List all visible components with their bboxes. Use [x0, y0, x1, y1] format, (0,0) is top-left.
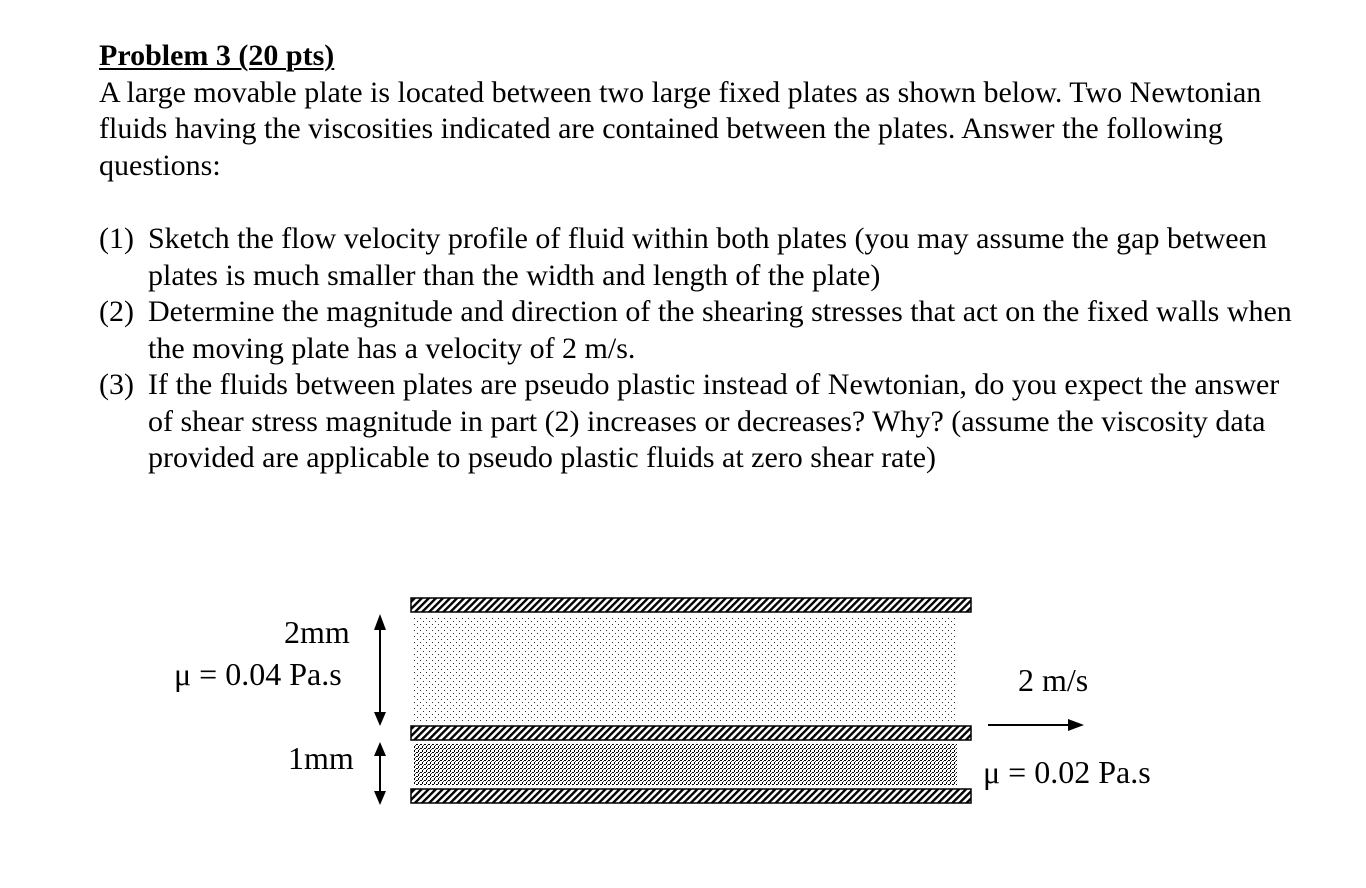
question-number: (1): [99, 222, 134, 255]
velocity-arrow: [988, 719, 1084, 731]
problem-title: Problem 3 (20 pts): [99, 39, 335, 72]
problem-intro: A large movable plate is located between two large fixed plates as shown below. Two Newtonian fluids having the viscosities indicated are contained between the plates. Answer the following questions:: [99, 75, 1262, 182]
bottom-fixed-plate: [411, 789, 971, 803]
question-number: (3): [99, 368, 134, 401]
question-text: Determine the magnitude and direction of the shearing stresses that act on the fixed walls when the moving plate has a velocity of 2 m/s.: [148, 295, 1292, 365]
lower-gap-arrow: [374, 742, 386, 805]
upper-viscosity-label: μ = 0.04 Pa.s: [174, 656, 342, 692]
upper-fluid-region: [413, 616, 956, 722]
lower-fluid-region: [414, 744, 957, 785]
velocity-label: 2 m/s: [1018, 662, 1089, 698]
question-number: (2): [99, 295, 134, 328]
upper-gap-label: 2mm: [284, 614, 350, 650]
question-text: If the fluids between plates are pseudo plastic instead of Newtonian, do you expect the answer of shear stress magnitude in part (2) increases or decreases? Why? (assume the viscosity data provided are applicable to pseudo plastic fluids at zero shear rate): [148, 368, 1280, 474]
question-text: Sketch the flow velocity profile of fluid within both plates (you may assume the gap between plates is much smaller than the width and length of the plate): [148, 222, 1267, 292]
top-fixed-plate: [411, 598, 971, 612]
lower-gap-label: 1mm: [288, 740, 354, 776]
upper-gap-arrow: [374, 614, 386, 726]
lower-viscosity-label: μ = 0.02 Pa.s: [983, 754, 1151, 790]
moving-plate: [411, 726, 971, 740]
